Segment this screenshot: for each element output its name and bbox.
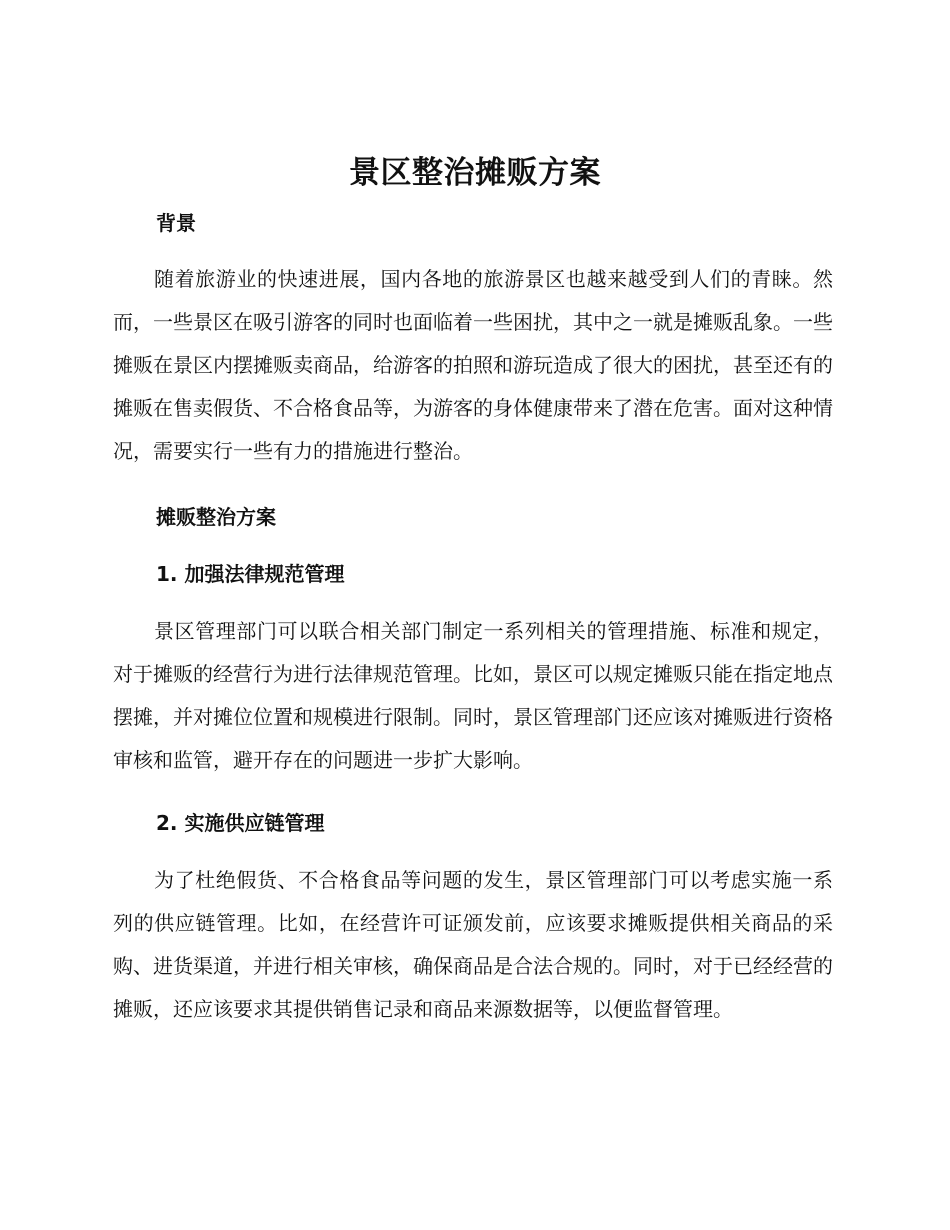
page-title: 景区整治摊贩方案 — [349, 155, 601, 191]
section-heading-background: 背景 — [156, 211, 196, 235]
paragraph-background: 随着旅游业的快速进展，国内各地的旅游景区也越来越受到人们的青睐。然而，一些景区在吸引游客的同时也面临着一些困扰，其中之一就是摊贩乱象。一些摊贩在景区内摆摊贩卖商品，给游客的拍照和游玩造成了很大的困扰，甚至还有的摊贩在售卖假货、不合格食品等，为游客的身体健康带来了潜在危害。面对这种情况，需要实行一些有力的措施进行整治。 — [113, 267, 833, 463]
subheading-supply-chain: 2. 实施供应链管理 — [156, 811, 325, 835]
subheading-legal-management: 1. 加强法律规范管理 — [156, 562, 345, 586]
paragraph-legal-management: 景区管理部门可以联合相关部门制定一系列相关的管理措施、标准和规定，对于摊贩的经营行为进行法律规范管理。比如，景区可以规定摊贩只能在指定地点摆摊，并对摊位位置和规模进行限制。同时，景区管理部门还应该对摊贩进行资格审核和监管，避开存在的问题进一步扩大影响。 — [113, 619, 833, 772]
paragraph-supply-chain: 为了杜绝假货、不合格食品等问题的发生，景区管理部门可以考虑实施一系列的供应链管理。比如，在经营许可证颁发前，应该要求摊贩提供相关商品的采购、进货渠道，并进行相关审核，确保商品是合法合规的。同时，对于已经经营的摊贩，还应该要求其提供销售记录和商品来源数据等，以便监督管理。 — [113, 868, 833, 1021]
section-heading-plan: 摊贩整治方案 — [156, 505, 276, 529]
